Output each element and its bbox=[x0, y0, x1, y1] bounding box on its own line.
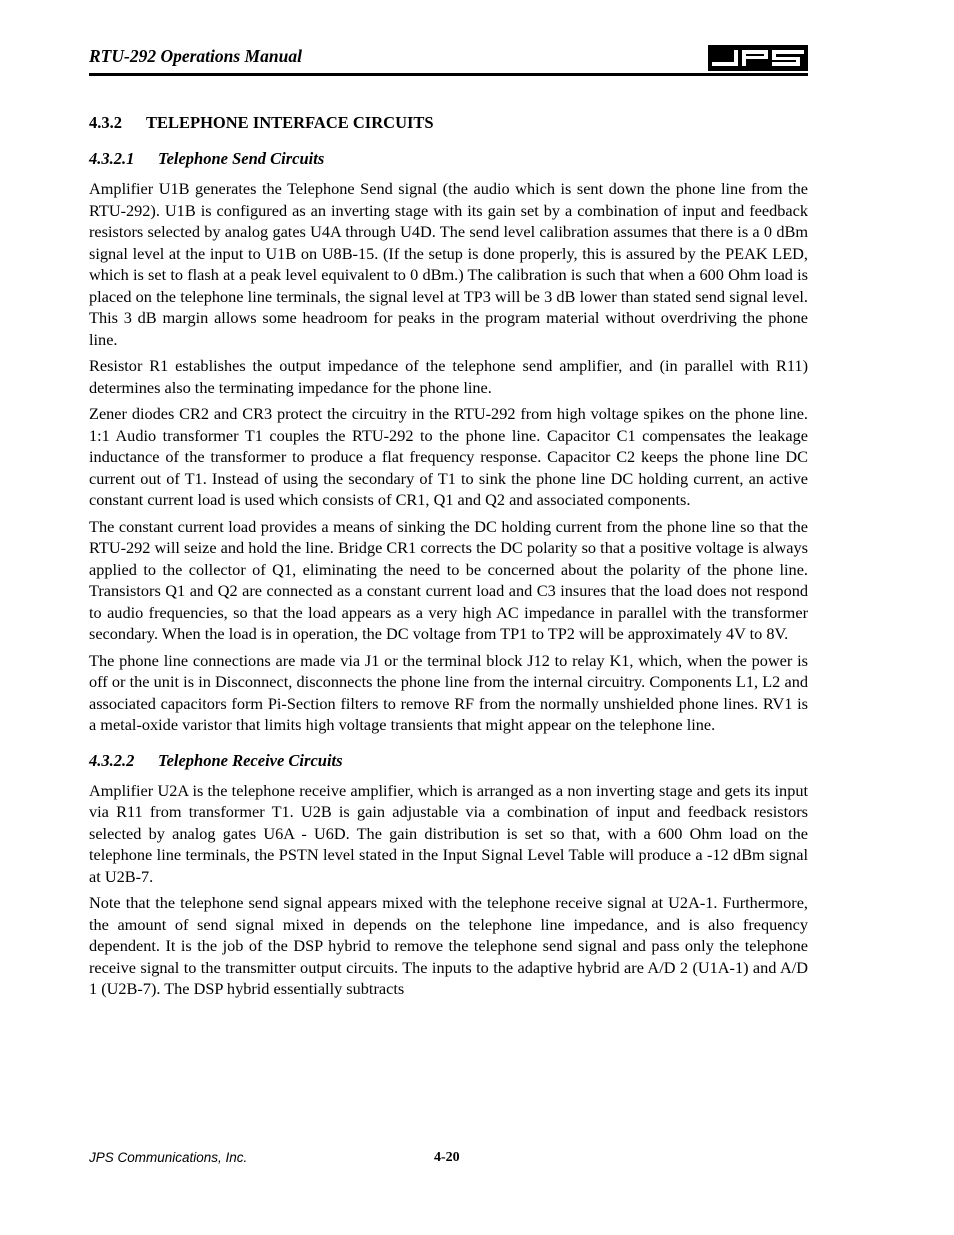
subsection-title: Telephone Send Circuits bbox=[158, 149, 325, 168]
page-content bbox=[89, 112, 808, 1005]
paragraph: Note that the telephone send signal appears mixed with the telephone receive signal at U2A-1. Furthermore, the amount of send signal mixed in depends on the telephone line impedance, and is also frequency dependent. It is the job of the DSP hybrid to remove the telephone send signal and pass only the telephone receive signal to the transmitter output circuits. The inputs to the adaptive hybrid are A/D 2 (U1A-1) and A/D 1 (U2B-7). The DSP hybrid essentially subtracts bbox=[89, 893, 808, 998]
subsection-title: Telephone Receive Circuits bbox=[158, 750, 343, 770]
subsection-heading-4-3-2-1 bbox=[89, 148, 808, 170]
paragraph: The phone line connections are made via J1 or the terminal block J12 to relay K1, which, when the power is off or the unit is in Disconnect, disconnects the phone line from the internal circuitry. Components L1, L2 and associated capacitors form Pi-Section filters to remove RF from the normally unshielded phone lines. RV1 is a metal-oxide varistor that limits high voltage transients that might appear on the telephone line. bbox=[89, 650, 808, 734]
subsection-number: 4.3.2.1 bbox=[89, 149, 135, 168]
manual-title: RTU-292 Operations Manual bbox=[89, 46, 302, 66]
paragraph: The constant current load provides a means of sinking the DC holding current from the phone line so that the RTU-292 will seize and hold the line. Bridge CR1 corrects the DC polarity so that a positive voltage is always applied to the collector of Q1, eliminating the need to be concerned about the polarity of the phone line. Transistors Q1 and Q2 are connected as a constant current load and C3 insures that the load does not respond to audio frequencies, so that the load appears as a very high AC impedance in parallel with the transformer secondary. When the load is in operation, the DC voltage from TP1 to TP2 will be approximately 4V to 8V. bbox=[89, 516, 808, 643]
section-number: 4.3.2 bbox=[89, 113, 122, 132]
subsection-heading-4-3-2-2 bbox=[89, 750, 808, 772]
paragraph: Resistor R1 establishes the output impedance of the telephone send amplifier, and (in parallel with R11) determines also the terminating impedance for the phone line. bbox=[89, 356, 808, 397]
paragraph: Zener diodes CR2 and CR3 protect the circuitry in the RTU-292 from high voltage spikes on the phone line. 1:1 Audio transformer T1 couples the RTU-292 to the phone line. Capacitor C1 compensates the leakage inductance of the transformer to produce a flat frequency response. Capacitor C2 keeps the phone line DC current out of T1. Instead of using the secondary of T1 to sink the phone line DC holding current, an active constant current load is used which consists of CR1, Q1 and Q2 and associated components. bbox=[89, 404, 808, 509]
page-footer bbox=[89, 1150, 808, 1170]
paragraph: Amplifier U2A is the telephone receive amplifier, which is arranged as a non inverting stage and gets its input via R11 from transformer T1. U2B is gain adjustable via a combination of input and feedback resistors selected by analog gates U6A - U6D. The gain distribution is set so that, with a 600 Ohm load on the telephone line terminals, the PSTN level stated in the Input Signal Level Table will produce a -12 dBm signal at U2B-7. bbox=[89, 780, 808, 886]
header-rule bbox=[89, 73, 808, 76]
page-header bbox=[89, 42, 808, 74]
subsection-number: 4.3.2.2 bbox=[89, 750, 135, 770]
section-heading-4-3-2 bbox=[89, 112, 808, 134]
paragraph: Amplifier U1B generates the Telephone Send signal (the audio which is sent down the phone line from the RTU-292). U1B is configured as an inverting stage with its gain set by a combination of input and feedback resistors selected by analog gates U4A through U4D. The send level calibration assumes that there is a 0 dBm signal level at the input to U1B on U8B-15. (If the setup is done properly, this is assured by the PEAK LED, which is set to flash at a peak level equivalent to 0 dBm.) The calibration is such that when a 600 Ohm load is placed on the telephone line terminals, the signal level at TP3 will be 3 dB lower than stated send signal level. This 3 dB margin allows some headroom for peaks in the program material without overdriving the phone line. bbox=[89, 179, 808, 349]
page-number: 4-20 bbox=[434, 1150, 460, 1165]
jps-logo bbox=[708, 45, 808, 71]
company-name: JPS Communications, Inc. bbox=[89, 1150, 248, 1165]
section-title: TELEPHONE INTERFACE CIRCUITS bbox=[146, 113, 434, 132]
